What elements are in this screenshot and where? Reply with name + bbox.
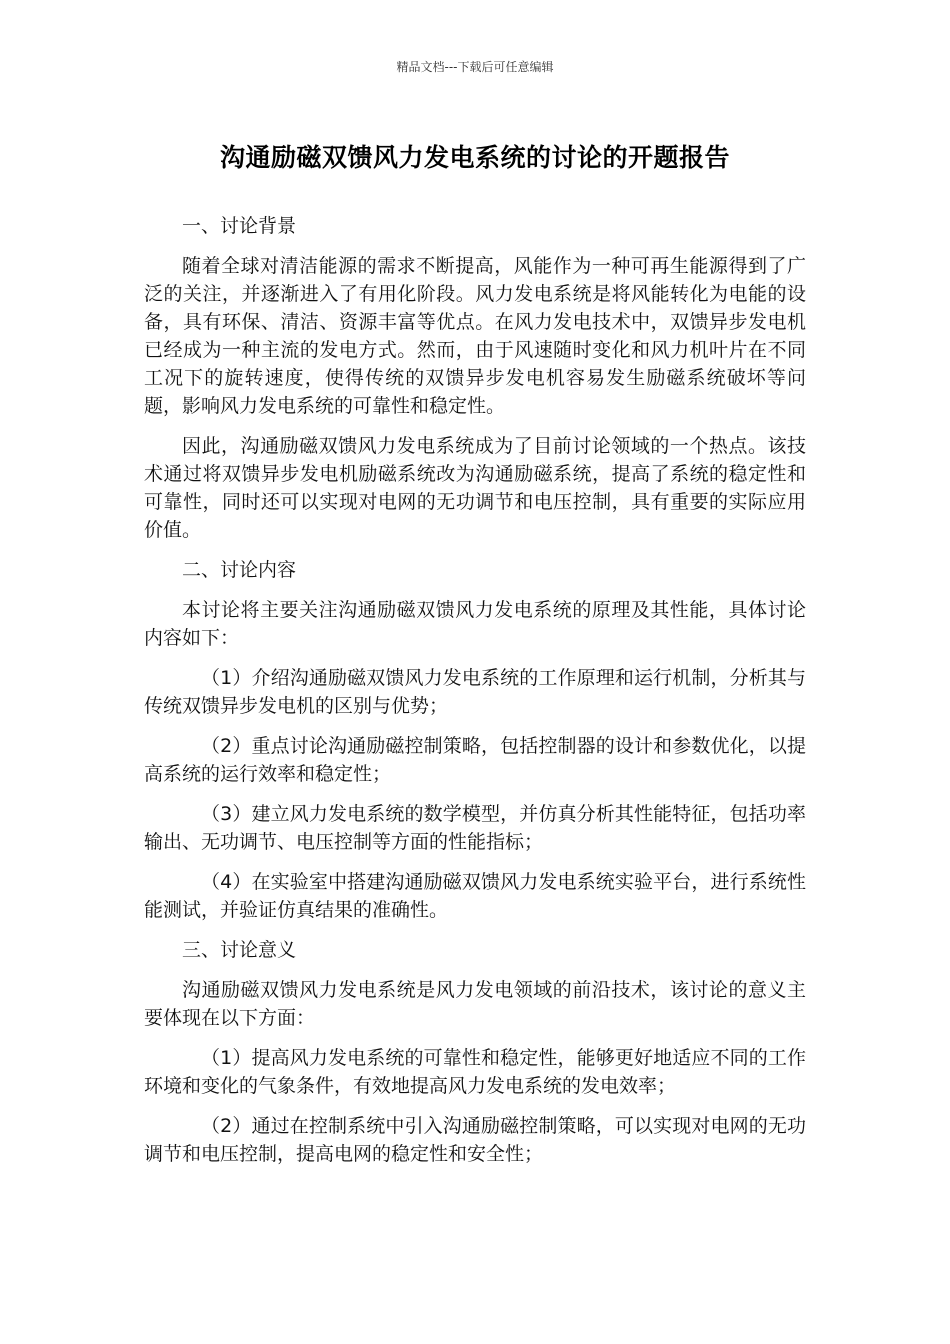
list-item-content-1: （1）介绍沟通励磁双馈风力发电系统的工作原理和运行机制，分析其与传统双馈异步发电机的区别与优势； — [144, 667, 806, 717]
list-item-significance-2: （2）通过在控制系统中引入沟通励磁控制策略，可以实现对电网的无功调节和电压控制，提高电网的稳定性和安全性； — [144, 1115, 806, 1165]
paragraph-significance-intro: 沟通励磁双馈风力发电系统是风力发电领域的前沿技术，该讨论的意义主要体现在以下方面： — [144, 979, 806, 1029]
document-body — [144, 212, 806, 1180]
header-watermark: 精品文档---下载后可任意编辑 — [396, 60, 554, 74]
section-heading-background: 一、讨论背景 — [182, 215, 297, 237]
section-heading-significance: 三、讨论意义 — [182, 939, 297, 961]
document-title: 沟通励磁双馈风力发电系统的讨论的开题报告 — [219, 143, 730, 172]
section-heading-content: 二、讨论内容 — [182, 559, 297, 581]
paragraph-background-2: 因此，沟通励磁双馈风力发电系统成为了目前讨论领域的一个热点。该技术通过将双馈异步发电机励磁系统改为沟通励磁系统，提高了系统的稳定性和可靠性，同时还可以实现对电网的无功调节和电压控制，具有重要的实际应用价值。 — [144, 435, 806, 541]
paragraph-background-1: 随着全球对清洁能源的需求不断提高，风能作为一种可再生能源得到了广泛的关注，并逐渐进入了有用化阶段。风力发电系统是将风能转化为电能的设备，具有环保、清洁、资源丰富等优点。在风力发电技术中，双馈异步发电机已经成为一种主流的发电方式。然而，由于风速随时变化和风力机叶片在不同工况下的旋转速度，使得传统的双馈异步发电机容易发生励磁系统破坏等问题，影响风力发电系统的可靠性和稳定性。 — [144, 255, 806, 417]
list-item-content-4: （4）在实验室中搭建沟通励磁双馈风力发电系统实验平台，进行系统性能测试，并验证仿真结果的准确性。 — [144, 871, 806, 921]
paragraph-content-intro: 本讨论将主要关注沟通励磁双馈风力发电系统的原理及其性能，具体讨论内容如下： — [144, 599, 806, 649]
list-item-content-3: （3）建立风力发电系统的数学模型，并仿真分析其性能特征，包括功率输出、无功调节、电压控制等方面的性能指标； — [144, 803, 806, 853]
list-item-significance-1: （1）提高风力发电系统的可靠性和稳定性，能够更好地适应不同的工作环境和变化的气象条件，有效地提高风力发电系统的发电效率； — [144, 1047, 806, 1097]
list-item-content-2: （2）重点讨论沟通励磁控制策略，包括控制器的设计和参数优化，以提高系统的运行效率和稳定性； — [144, 735, 806, 785]
